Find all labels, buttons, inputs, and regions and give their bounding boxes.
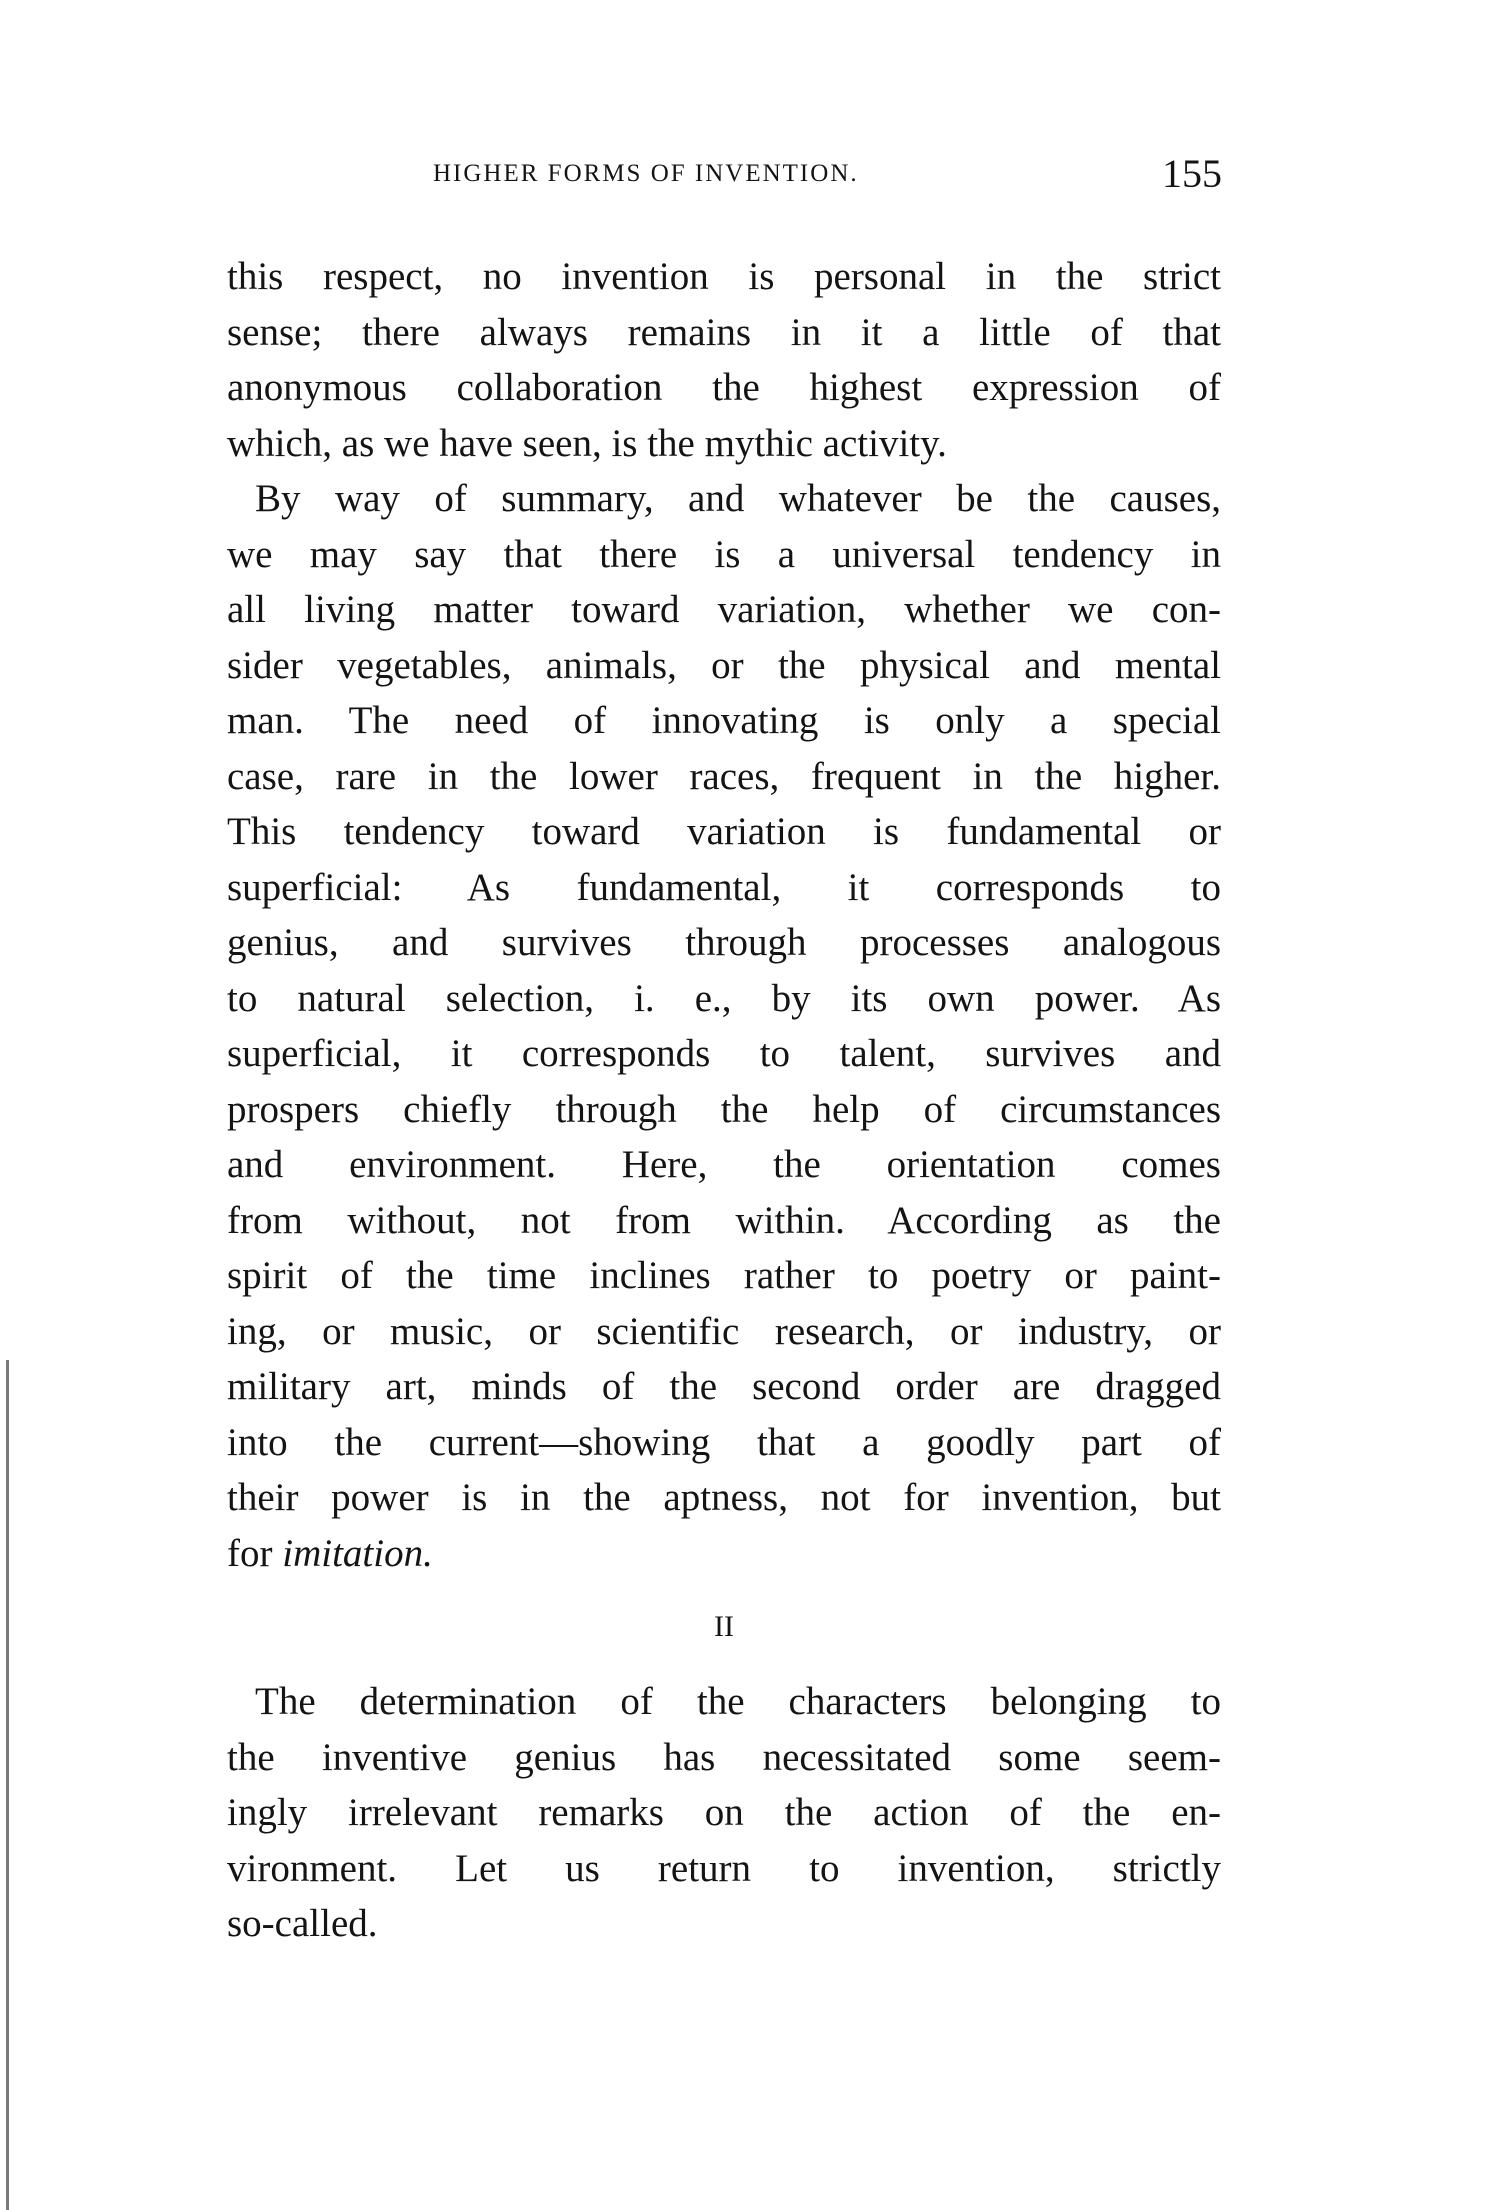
text-line: vironment. Let us return to invention, strictly [227,1846,1221,1890]
text-line: ing, or music, or scientific research, or industry, or [227,1309,1221,1353]
text-line: case, rare in the lower races, frequent in the higher. [227,754,1221,798]
section-heading: II [714,1610,734,1643]
text-line: superficial: As fundamental, it corresponds to [227,865,1221,909]
page-body [227,249,1221,1952]
text-line: and environment. Here, the orientation comes [227,1143,1221,1186]
text-line: superficial, it corresponds to talent, survives and [227,1032,1221,1075]
text-line: the inventive genius has necessitated some seem- [227,1735,1221,1779]
text-line: military art, minds of the second order are dragged [227,1365,1221,1408]
paragraph-3 [227,1674,1221,1952]
text-line: to natural selection, i. e., by its own power. As [227,976,1221,1020]
text-line: their power is in the aptness, not for invention, but [227,1476,1221,1519]
text-fragment: for [227,1531,283,1575]
text-line: sense; there always remains in it a little of that [227,310,1221,354]
paragraph-2 [227,471,1221,1581]
text-line: anonymous collaboration the highest expression of [227,366,1221,409]
paragraph-1 [227,249,1221,471]
text-line: so-called. [227,1902,378,1945]
text-line: spirit of the time inclines rather to poetry or paint- [227,1254,1221,1297]
text-line: This tendency toward variation is fundamental or [227,810,1221,853]
text-line [227,1526,1221,1582]
page-edge-shadow [6,1360,9,2210]
text-line: sider vegetables, animals, or the physical and mental [227,643,1221,687]
text-line: ingly irrelevant remarks on the action of the en- [227,1791,1221,1834]
text-line: genius, and survives through processes analogous [227,921,1221,964]
text-line: into the current—showing that a goodly part of [227,1420,1221,1464]
text-line: from without, not from within. According as the [227,1198,1221,1242]
text-line: which, as we have seen, is the mythic activity. [227,421,947,465]
text-line: prospers chiefly through the help of circumstances [227,1087,1221,1131]
italic-word: imitation. [282,1531,433,1575]
text-line: By way of summary, and whatever be the causes, [255,477,1221,520]
text-line: this respect, no invention is personal in the strict [227,255,1221,298]
text-line: The determination of the characters belonging to [255,1680,1221,1723]
page-number: 155 [1162,151,1222,196]
running-title: HIGHER FORMS OF INVENTION. [433,160,859,187]
text-line: all living matter toward variation, whether we con- [227,588,1221,631]
text-line: man. The need of innovating is only a special [227,699,1221,742]
text-line: we may say that there is a universal tendency in [227,532,1221,576]
